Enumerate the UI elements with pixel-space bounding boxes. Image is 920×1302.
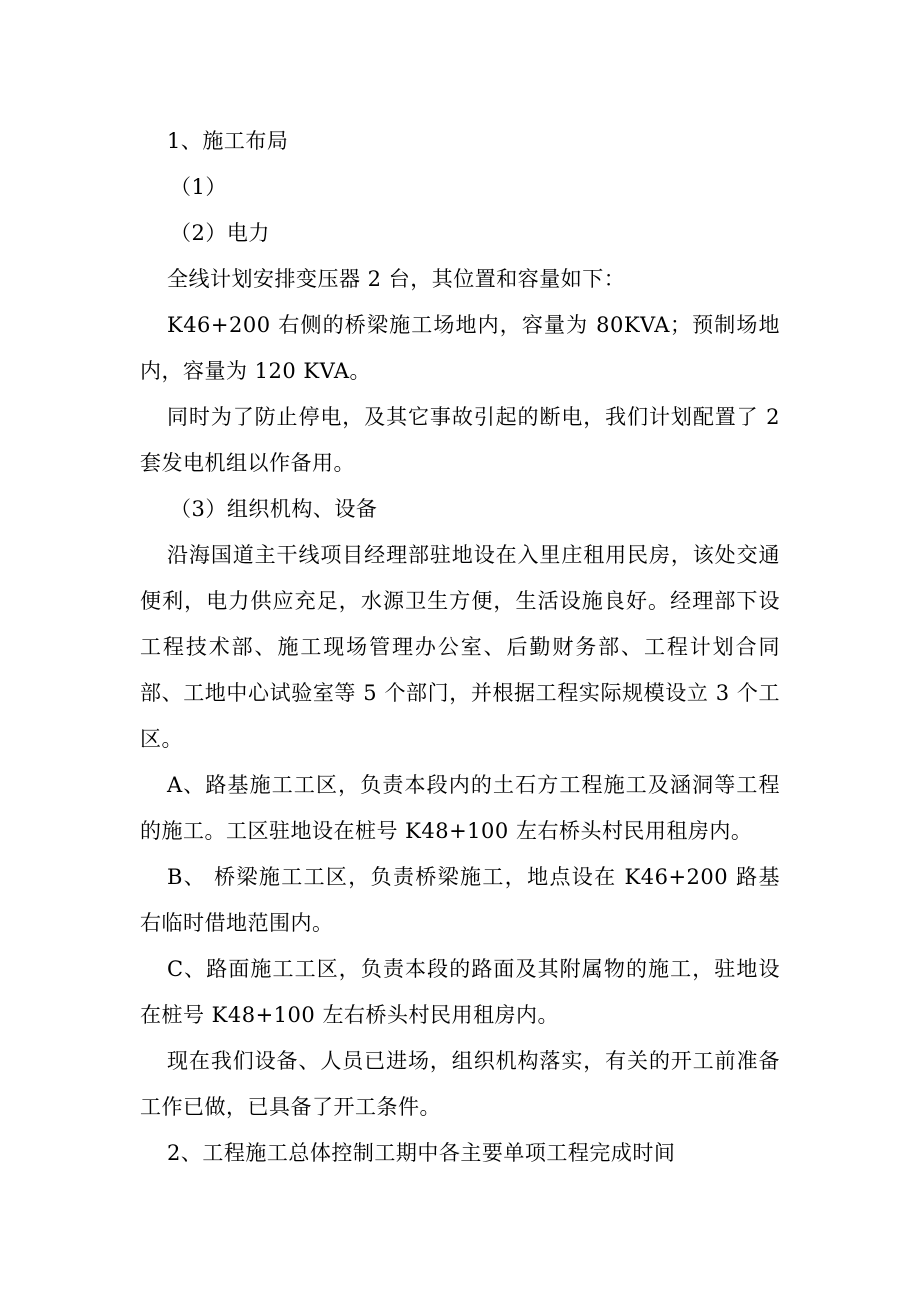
subheading-item-1: （1） bbox=[170, 175, 227, 199]
paragraph-transformer-plan: 全线计划安排变压器 2 台，其位置和容量如下： bbox=[167, 267, 626, 291]
paragraph-work-area-a: A、路基施工工区，负责本段内的土石方工程施工及涵洞等工程的施工。工区驻地设在桩号 K48+100 左右桥头村民用租房内。 bbox=[140, 773, 780, 843]
paragraph-transformer-capacity: K46+200 右侧的桥梁施工场地内，容量为 80KVA；预制场地内，容量为 120 KVA。 bbox=[140, 313, 780, 383]
paragraph-backup-generators: 同时为了防止停电，及其它事故引起的断电，我们计划配置了 2 套发电机组以作备用。 bbox=[140, 405, 780, 475]
paragraph-work-area-b: B、 桥梁施工工区，负责桥梁施工，地点设在 K46+200 路基右临时借地范围内。 bbox=[140, 865, 780, 935]
paragraph-project-department: 沿海国道主干线项目经理部驻地设在入里庄租用民房，该处交通便利，电力供应充足，水源卫生方便，生活设施良好。经理部下设工程技术部、施工现场管理办公室、后勤财务部、工程计划合同部、工地中心试验室等 5 个部门，并根据工程实际规模设立 3 个工区。 bbox=[140, 543, 780, 751]
subheading-organization-equipment: （3）组织机构、设备 bbox=[170, 497, 378, 521]
subheading-electric-power: （2）电力 bbox=[170, 221, 270, 245]
document-body bbox=[140, 118, 780, 1176]
section-heading-construction-layout: 1、施工布局 bbox=[167, 129, 289, 153]
paragraph-readiness: 现在我们设备、人员已进场，组织机构落实，有关的开工前准备工作已做，已具备了开工条件。 bbox=[140, 1049, 780, 1119]
section-heading-schedule: 2、工程施工总体控制工期中各主要单项工程完成时间 bbox=[167, 1141, 676, 1165]
paragraph-work-area-c: C、路面施工工区，负责本段的路面及其附属物的施工，驻地设在桩号 K48+100 左右桥头村民用租房内。 bbox=[140, 957, 780, 1027]
